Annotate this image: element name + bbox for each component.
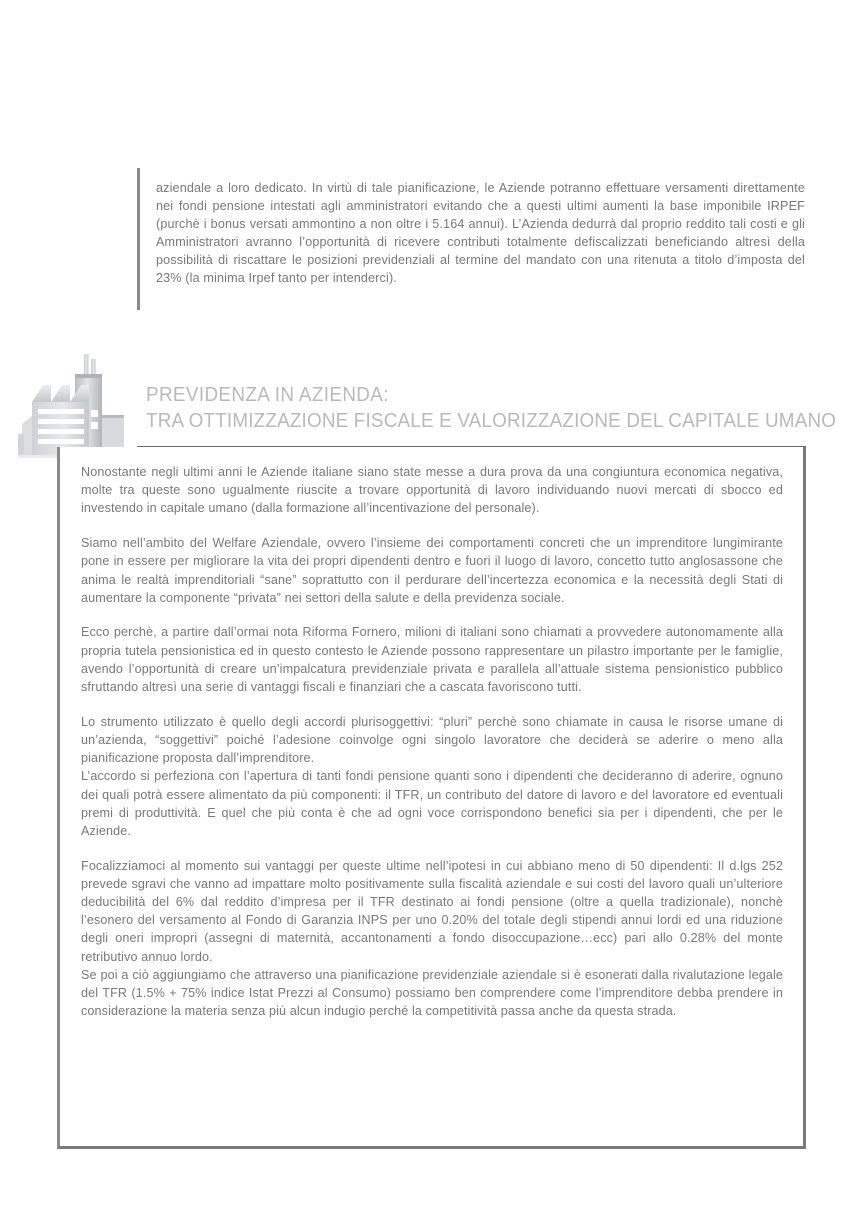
article-paragraph: Nonostante negli ultimi anni le Aziende italiane siano state messe a dura prova da una congiuntura economica negativa, molte tra queste sono ugualmente riuscite a trovare opportunità di lavoro individuando nuovi mercati di sbocco ed investendo in capitale umano (dalla formazione all’incentivazione del personale). [81, 465, 783, 516]
article-content [60, 447, 803, 1020]
masthead-title-line-1: PREVIDENZA IN AZIENDA: [146, 383, 389, 406]
article-paragraph: Focalizziamoci al momento sui vantaggi per queste ultime nell’ipotesi in cui abbiano meno di 50 dipendenti: Il d.lgs 252 prevede sgravi che vanno ad impattare molto positivamente sulla fiscalità aziendale e sui costi del lavoro quali un’ulteriore deducibilità del 6% dal reddito d’impresa per il TFR destinato ai fondi pensione (oltre a quella tradizionale), nonchè l’esonero del versamento al Fondo di Garanzia INPS per uno 0.20% del totale degli stipendi annui lordi ed una riduzione degli oneri impropri (assegni di maternità, accantonamenti a fondo disoccupazione…ecc) pari allo 0.28% del monte retributivo annuo lordo. [81, 858, 783, 964]
article-paragraph: Siamo nell’ambito del Welfare Aziendale, ovvero l’insieme dei comportamenti concreti che un imprenditore lungimirante pone in essere per migliorare la vita dei propri dipendenti dentro e fuori il luogo di lavoro, concetto tutto anglosassone che anima le realtà imprenditoriali “sane” soprattutto con il perdurare dell’incertezza economica e la necessità degli Stati di aumentare la componente “privata” nei settori della salute e della previdenza sociale. [81, 536, 783, 605]
masthead-title-line-2: TRA OTTIMIZZAZIONE FISCALE E VALORIZZAZIONE DEL CAPITALE UMANO [146, 409, 837, 432]
intro-quote-text: aziendale a loro dedicato. In virtù di tale pianificazione, le Aziende potranno effettuare versamenti direttamente nei fondi pensione intestati agli amministratori evitando che a questi ultimi aumenti la base imponibile IRPEF (purchè i bonus versati ammontino a non oltre i 5.164 annui). L’Azienda dedurrà dal proprio reddito tali costi e gli Amministratori avranno l’opportunità di ricevere contributi totalmente defiscalizzati beneficiando altresì della possibilità di riscattare le posizioni previdenziali al termine del mandato con una ritenuta a titolo d’imposta del 23% (la minima Irpef tanto per intenderci). [156, 180, 805, 286]
intro-quote-block [137, 166, 805, 300]
article-paragraph: Se poi a ciò aggiungiamo che attraverso una pianificazione previdenziale aziendale si è esonerati dalla rivalutazione legale del TFR (1.5% + 75% indice Istat Prezzi al Consumo) possiamo ben comprendere come l’imprenditore debba prendere in considerazione la materia senza più alcun indugio perché la competitività passa anche da questa strada. [81, 967, 783, 1019]
article-paragraph: Ecco perchè, a partire dall’ormai nota Riforma Fornero, milioni di italiani sono chiamati a provvedere autonomamente alla propria tutela pensionistica ed in questo contesto le Aziende possono rappresentare un pilastro importante per le famiglie, avendo l’opportunità di creare un’impalcatura previdenziale privata e parallela all’attuale sistema pensionistico pubblico sfruttando altresì una serie di vantaggi fiscali e finanziari che a cascata favoriscono tutti. [81, 625, 783, 695]
intro-quote-bar [137, 168, 140, 310]
masthead-title [146, 382, 837, 434]
article-box [57, 447, 806, 1149]
article-paragraph: L’accordo si perfeziona con l’apertura di tanti fondi pensione quanti sono i dipendenti che decideranno di aderire, ognuno dei quali potrà essere alimentato da più componenti: il TFR, un contributo del datore di lavoro e del lavoratore ed eventuali premi di produttività. E quel che più conta è che ad ogni voce corrispondono benefici sia per i dipendenti, che per le Aziende. [81, 769, 783, 838]
article-paragraph: Lo strumento utilizzato è quello degli accordi plurisoggettivi: “pluri” perchè sono chiamate in causa le risorse umane di un’azienda, “soggettivi” poiché l’adesione coinvolge ogni singolo lavoratore che deciderà se aderire o meno alla pianificazione proposta dall’imprenditore. [81, 714, 783, 766]
factory-icon [18, 352, 158, 460]
